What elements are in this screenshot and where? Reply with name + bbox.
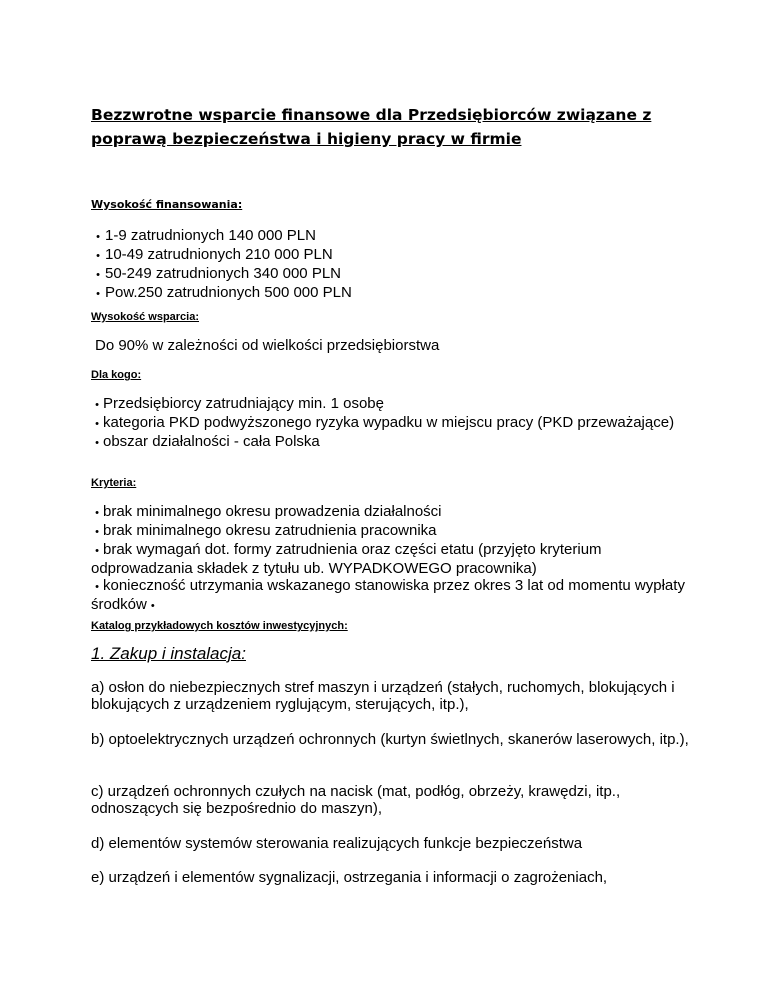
who-heading: Dla kogo:	[91, 369, 142, 381]
list-item: • obszar działalności - cała Polska	[91, 433, 691, 452]
bullet-icon: •	[150, 600, 155, 612]
bullet-icon: •	[95, 545, 99, 557]
list-item: • Przedsiębiorcy zatrudniający min. 1 osobę	[91, 395, 691, 414]
criteria-list	[91, 503, 691, 615]
list-item: • 50-249 zatrudnionych 340 000 PLN	[91, 265, 352, 284]
list-item: • brak wymagań dot. formy zatrudnienia oraz części etatu (przyjęto kryterium odprowadzania składek z tytułu ub. WYPADKOWEGO pracownika)	[91, 541, 602, 577]
support-text: Do 90% w zależności od wielkości przedsiębiorstwa	[95, 337, 440, 354]
list-item: • 1-9 zatrudnionych 140 000 PLN	[91, 227, 352, 246]
catalog-item: e) urządzeń i elementów sygnalizacji, ostrzegania i informacji o zagrożeniach,	[91, 869, 608, 886]
catalog-heading: Katalog przykładowych kosztów inwestycyjnych:	[91, 620, 348, 632]
catalog-item: a) osłon do niebezpiecznych stref maszyn i urządzeń (stałych, ruchomych, blokujących i blokujących z urządzeniem ryglującym, sterujących, itp.),	[91, 679, 675, 713]
support-heading: Wysokość wsparcia:	[91, 311, 200, 323]
catalog-section-title: 1. Zakup i instalacja:	[91, 644, 246, 663]
list-item: • konieczność utrzymania wskazanego stanowiska przez okres 3 lat od momentu wypłaty środków •	[91, 577, 685, 613]
catalog-item: c) urządzeń ochronnych czułych na nacisk (mat, podłóg, obrzeży, krawędzi, itp., odnoszących się bezpośrednio do maszyn),	[91, 783, 621, 817]
who-list	[91, 395, 691, 452]
document-title: Bezzwrotne wsparcie finansowe dla Przedsiębiorców związane z poprawą bezpieczeństwa i higieny pracy w firmie	[91, 106, 652, 148]
list-item: • 10-49 zatrudnionych 210 000 PLN	[91, 246, 352, 265]
bullet-icon: •	[95, 526, 99, 538]
catalog-item: d) elementów systemów sterowania realizujących funkcje bezpieczeństwa	[91, 835, 583, 852]
bullet-icon: •	[95, 418, 99, 430]
criteria-heading: Kryteria:	[91, 477, 137, 489]
list-item: • brak minimalnego okresu zatrudnienia pracownika	[91, 522, 691, 541]
bullet-icon: •	[95, 437, 99, 449]
list-item: • kategoria PKD podwyższonego ryzyka wypadku w miejscu pracy (PKD przeważające)	[91, 414, 691, 433]
bullet-icon: •	[95, 581, 99, 593]
list-item: • brak minimalnego okresu prowadzenia działalności	[91, 503, 691, 522]
bullet-icon: •	[95, 507, 99, 519]
catalog-item: b) optoelektrycznych urządzeń ochronnych (kurtyn świetlnych, skanerów laserowych, itp.),	[91, 731, 689, 748]
list-item: • Pow.250 zatrudnionych 500 000 PLN	[91, 284, 352, 303]
funding-heading: Wysokość finansowania:	[91, 198, 243, 211]
bullet-icon: •	[95, 399, 99, 411]
funding-list	[91, 227, 352, 303]
